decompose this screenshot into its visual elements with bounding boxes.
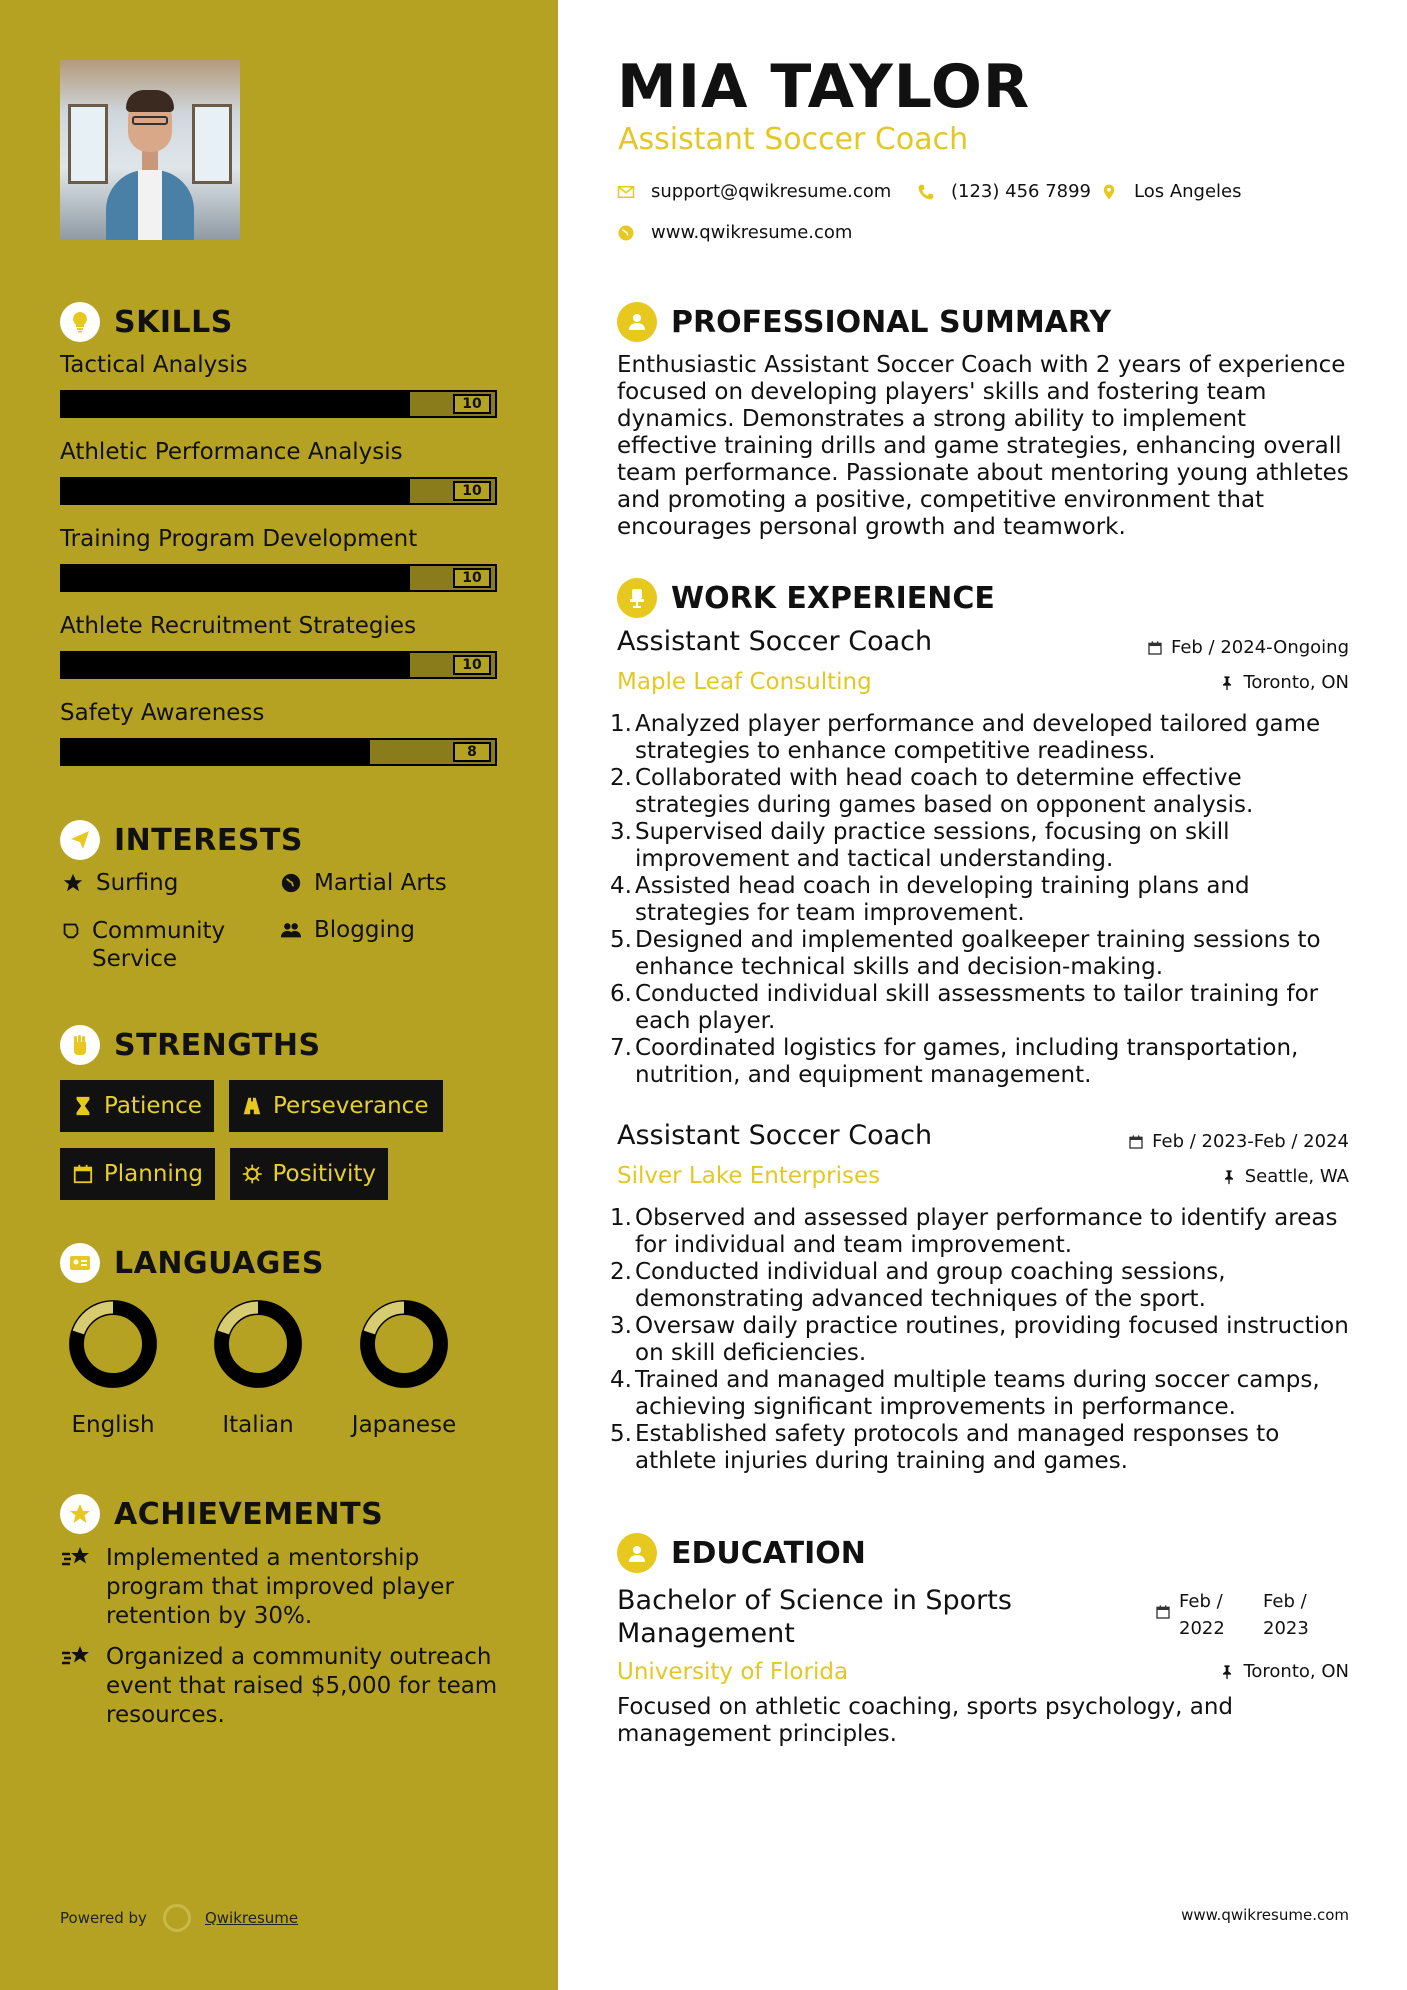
- id-card-icon: [60, 1243, 100, 1283]
- candidate-name: MIA TAYLOR: [617, 52, 1031, 122]
- summary-heading: PROFESSIONAL SUMMARY: [617, 302, 1111, 342]
- contact-website[interactable]: www.qwikresume.com: [617, 222, 852, 243]
- skill-bar: [60, 738, 497, 766]
- candidate-role: Assistant Soccer Coach: [618, 122, 969, 157]
- fist-icon: [60, 1025, 100, 1065]
- star-icon: [60, 870, 86, 896]
- user-icon: [617, 302, 657, 342]
- language-ring: [356, 1296, 452, 1392]
- list-item: 5. Designed and implemented goalkeeper training sessions to enhance technical skills and decision-making.: [610, 927, 1321, 980]
- pushpin-icon: [1219, 1664, 1235, 1680]
- education-dates: [1155, 1588, 1325, 1642]
- interest-item: Martial Arts: [278, 870, 447, 896]
- education-heading: EDUCATION: [617, 1533, 866, 1573]
- skill-bar: [60, 564, 497, 592]
- interest-item: Blogging: [278, 917, 415, 943]
- list-item: 4. Assisted head coach in developing training plans and strategies for team improvement.: [610, 873, 1250, 926]
- interest-item: Community Service: [60, 917, 260, 973]
- users-icon: [278, 917, 304, 943]
- job-title: Assistant Soccer Coach: [617, 1120, 933, 1151]
- list-item: 1. Observed and assessed player performance to identify areas for individual and team improvement.: [610, 1205, 1338, 1258]
- skill-label: Safety Awareness: [60, 700, 265, 726]
- contact-email[interactable]: support@qwikresume.com: [617, 181, 891, 202]
- achievements-heading: ACHIEVEMENTS: [60, 1494, 383, 1534]
- interest-item: Surfing: [60, 870, 178, 896]
- map-pin-icon: [1100, 183, 1118, 201]
- job-responsibilities: [610, 711, 1350, 1089]
- star-badge-icon: [60, 1494, 100, 1534]
- list-item: 7. Coordinated logistics for games, including transportation, nutrition, and equipment management.: [610, 1035, 1299, 1088]
- education-location: Toronto, ON: [1219, 1661, 1349, 1682]
- contact-location: Los Angeles: [1100, 181, 1242, 202]
- education-end: Feb / 2023: [1263, 1591, 1309, 1639]
- skill-label: Athletic Performance Analysis: [60, 439, 403, 465]
- skills-heading: SKILLS: [60, 302, 233, 342]
- job-location: Seattle, WA: [1221, 1166, 1349, 1187]
- pushpin-icon: [1221, 1169, 1237, 1185]
- globe-icon: [617, 224, 635, 242]
- skill-level: 10: [453, 394, 491, 414]
- skill-label: Tactical Analysis: [60, 352, 248, 378]
- job-dates: Feb / 2024-Ongoing: [1147, 637, 1349, 658]
- hourglass-icon: [72, 1095, 94, 1117]
- footer-url[interactable]: www.qwikresume.com: [1181, 1906, 1349, 1924]
- list-item: 2. Conducted individual and group coaching sessions, demonstrating advanced techniques of the sport.: [610, 1259, 1226, 1312]
- list-item: 2. Collaborated with head coach to determine effective strategies during games based on opponent analysis.: [610, 765, 1254, 818]
- sun-icon: [242, 1163, 262, 1185]
- qwikresume-logo-icon: [163, 1904, 191, 1932]
- strength-badge: Perseverance: [229, 1080, 443, 1132]
- skill-level: 10: [453, 655, 491, 675]
- calendar-icon: [1147, 640, 1163, 656]
- skill-bar: [60, 390, 497, 418]
- list-item: 5. Established safety protocols and managed responses to athlete injuries during training and games.: [610, 1421, 1280, 1474]
- contact-phone[interactable]: (123) 456 7899: [917, 181, 1091, 202]
- envelope-icon: [617, 183, 635, 201]
- job-location: Toronto, ON: [1219, 672, 1349, 693]
- shooting-star-icon: [60, 1544, 92, 1572]
- skill-label: Athlete Recruitment Strategies: [60, 613, 417, 639]
- list-item: 3. Oversaw daily practice routines, providing focused instruction on skill deficiencies.: [610, 1313, 1349, 1366]
- language-item: English: [58, 1296, 168, 1438]
- powered-by: Powered by Qwikresume: [60, 1904, 298, 1932]
- language-item: Italian: [203, 1296, 313, 1438]
- languages-heading: LANGUAGES: [60, 1243, 324, 1283]
- list-item: 6. Conducted individual skill assessments to tailor training for each player.: [610, 981, 1319, 1034]
- company-name: Silver Lake Enterprises: [617, 1163, 881, 1189]
- qwikresume-link[interactable]: Qwikresume: [204, 1909, 299, 1927]
- paper-plane-icon: [60, 820, 100, 860]
- experience-heading: WORK EXPERIENCE: [617, 578, 995, 618]
- job-responsibilities: [610, 1205, 1350, 1475]
- pushpin-icon: [1219, 675, 1235, 691]
- skill-bar: [60, 651, 497, 679]
- calendar-icon: [1128, 1134, 1144, 1150]
- graduate-icon: [617, 1533, 657, 1573]
- sidebar: [0, 0, 558, 1990]
- language-ring: [65, 1296, 161, 1392]
- education-description: Focused on athletic coaching, sports psychology, and management principles.: [617, 1694, 1234, 1747]
- strengths-heading: STRENGTHS: [60, 1025, 321, 1065]
- skill-level: 10: [453, 568, 491, 588]
- lightbulb-icon: [60, 302, 100, 342]
- interests-heading: INTERESTS: [60, 820, 303, 860]
- list-item: 1. Analyzed player performance and developed tailored game strategies to enhance competitive readiness.: [610, 711, 1321, 764]
- calendar-icon: [72, 1163, 94, 1185]
- language-item: Japanese: [349, 1296, 459, 1438]
- strength-badge: Patience: [60, 1080, 214, 1132]
- list-item: 4. Trained and managed multiple teams during soccer camps, achieving significant improvements in performance.: [610, 1367, 1320, 1420]
- strength-badge: Positivity: [230, 1148, 388, 1200]
- calendar-icon: [1155, 1604, 1171, 1620]
- list-item: 3. Supervised daily practice sessions, focusing on skill improvement and tactical understanding.: [610, 819, 1230, 872]
- skill-level: 8: [453, 742, 491, 762]
- degree-title: Bachelor of Science in Sports Management: [617, 1585, 1012, 1649]
- job-dates: Feb / 2023-Feb / 2024: [1128, 1131, 1349, 1152]
- achievement-item: Organized a community outreach event that raised $5,000 for team resources.: [60, 1643, 510, 1730]
- skill-level: 10: [453, 481, 491, 501]
- achievement-item: Implemented a mentorship program that improved player retention by 30%.: [60, 1544, 510, 1631]
- language-ring: [210, 1296, 306, 1392]
- hand-icon: [60, 917, 82, 943]
- skill-bar: [60, 477, 497, 505]
- job-title: Assistant Soccer Coach: [617, 626, 933, 657]
- education-start: Feb / 2022: [1179, 1591, 1225, 1639]
- phone-icon: [917, 183, 935, 201]
- office-chair-icon: [617, 578, 657, 618]
- strength-badge: Planning: [60, 1148, 215, 1200]
- company-name: Maple Leaf Consulting: [617, 669, 872, 695]
- school-name: University of Florida: [617, 1659, 849, 1685]
- road-icon: [241, 1095, 263, 1117]
- shooting-star-icon: [60, 1643, 92, 1671]
- skill-label: Training Program Development: [60, 526, 418, 552]
- globe-icon: [278, 870, 304, 896]
- summary-text: Enthusiastic Assistant Soccer Coach with 2 years of experience focused on developing players' skills and fostering team dynamics. Demonstrates a strong ability to implement effective training drills and game strategies, enhancing overall team performance. Passionate about mentoring young athletes and promoting a positive, competitive environment that encourages personal growth and teamwork.: [617, 352, 1349, 540]
- profile-photo: [60, 60, 240, 240]
